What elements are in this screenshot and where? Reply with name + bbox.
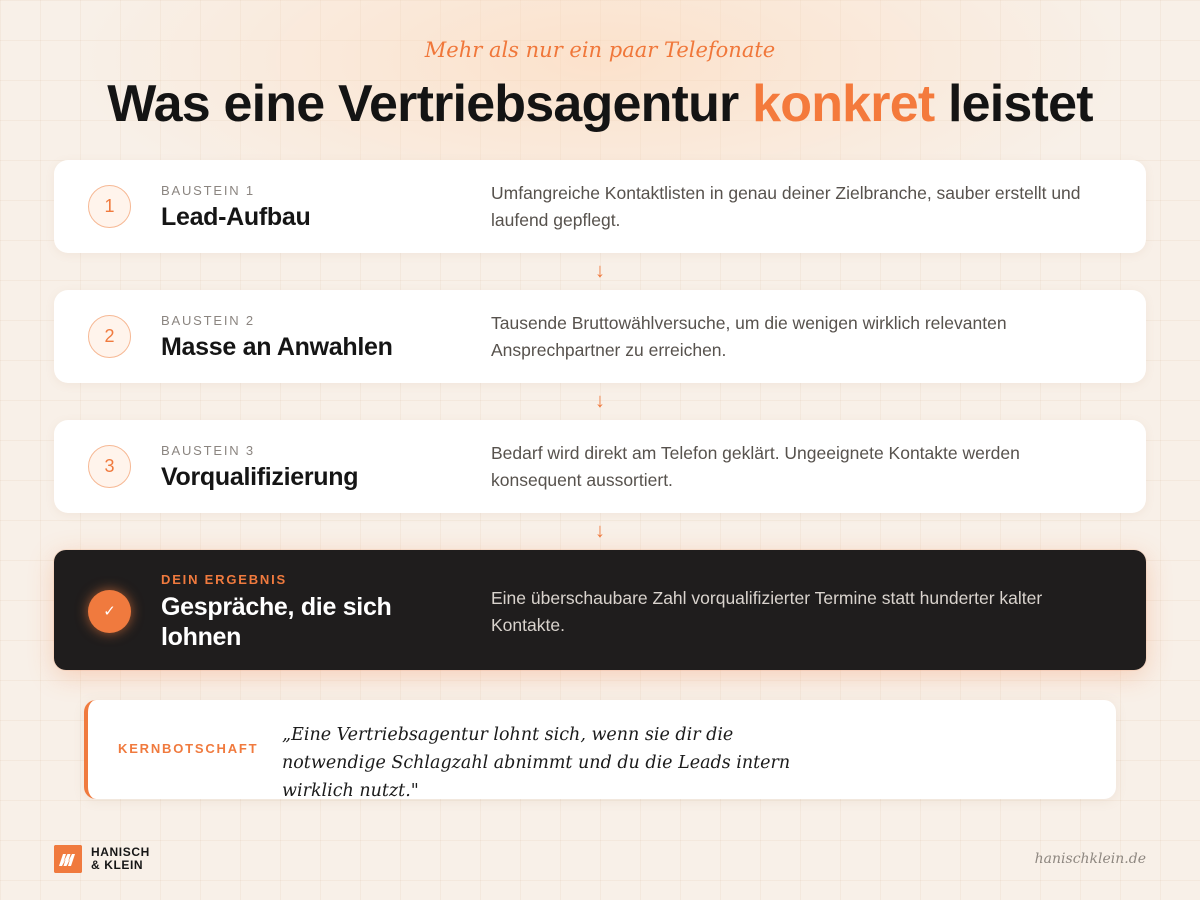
arrow-down-icon: ↓: [595, 520, 605, 542]
arrow-down-icon: ↓: [595, 260, 605, 282]
title-part-2: leistet: [934, 75, 1093, 133]
kicker-text: Mehr als nur ein paar Telefonate: [424, 38, 776, 62]
check-icon: ✓: [88, 590, 131, 633]
step-title: Masse an Anwahlen: [161, 333, 393, 361]
page-title: [0, 74, 1200, 134]
title-accent: konkret: [752, 75, 935, 133]
logo-line-2: & KLEIN: [91, 858, 144, 872]
core-message-quote: „Eine Vertriebsagentur lohnt sich, wenn sie dir die notwendige Schlagzahl abnimmt und du die Leads intern wirklich nutzt.": [282, 725, 791, 801]
result-card: [54, 550, 1146, 670]
core-message-card: [84, 700, 1116, 799]
result-title: Gespräche, die sich lohnen: [161, 593, 392, 651]
step-number-badge: 3: [88, 445, 131, 488]
title-part-1: Was eine Vertriebsagentur: [107, 75, 753, 133]
step-description: Bedarf wird direkt am Telefon geklärt. Ungeeignete Kontakte werden konsequent aussortiert.: [491, 443, 1020, 490]
step-description: Tausende Bruttowählversuche, um die wenigen wirklich relevanten Ansprechpartner zu erreichen.: [491, 313, 1007, 360]
step-number-badge: 2: [88, 315, 131, 358]
logo-text: [91, 846, 211, 872]
step-description: Umfangreiche Kontaktlisten in genau deiner Zielbranche, sauber erstellt und laufend gepflegt.: [491, 183, 1081, 230]
arrow-down-icon: ↓: [595, 390, 605, 412]
step-label: BAUSTEIN 1: [161, 183, 255, 198]
step-label: BAUSTEIN 3: [161, 443, 255, 458]
core-message-label: KERNBOTSCHAFT: [118, 741, 259, 756]
step-number-badge: 1: [88, 185, 131, 228]
result-label: DEIN ERGEBNIS: [161, 572, 287, 587]
step-card-3: [54, 420, 1146, 513]
step-label: BAUSTEIN 2: [161, 313, 255, 328]
step-title: Lead-Aufbau: [161, 203, 311, 231]
website-link[interactable]: hanischklein.de: [1034, 851, 1146, 867]
step-card-1: [54, 160, 1146, 253]
logo-mark-icon: [54, 845, 82, 873]
step-card-2: [54, 290, 1146, 383]
result-description: Eine überschaubare Zahl vorqualifizierter Termine statt hunderter kalter Kontakte.: [491, 588, 1043, 635]
logo-line-1: HANISCH: [91, 845, 150, 859]
step-title: Vorqualifizierung: [161, 463, 359, 491]
